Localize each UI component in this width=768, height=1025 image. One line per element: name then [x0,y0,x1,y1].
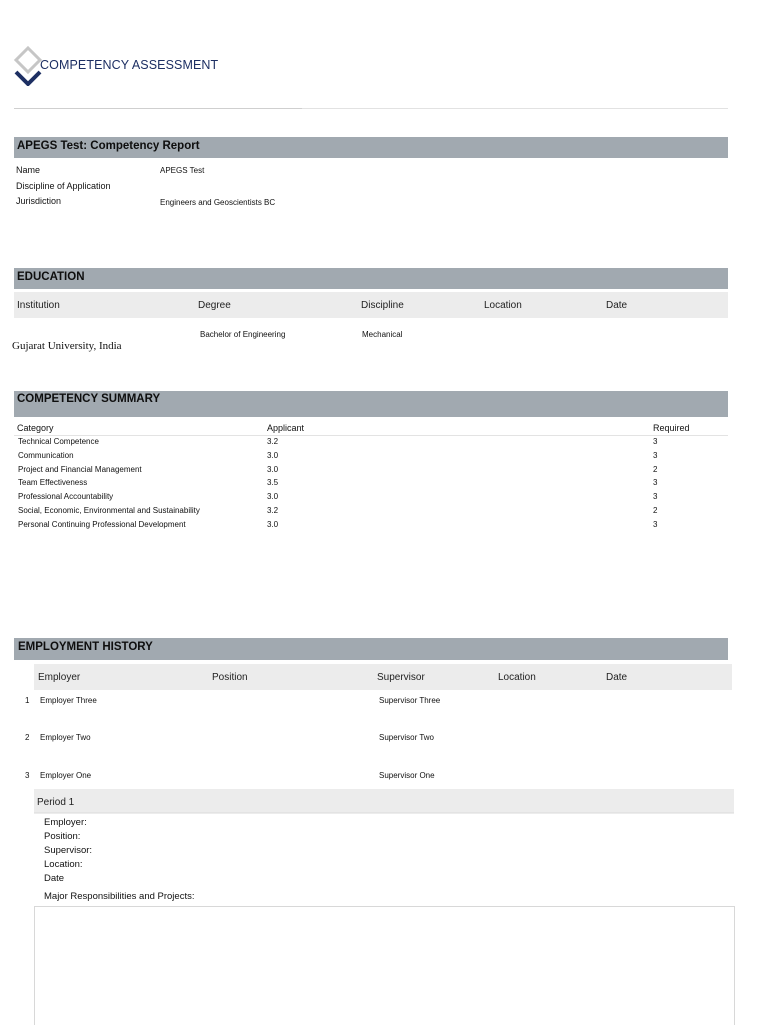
education-header-discipline: Discipline [361,300,404,311]
summary-category: Technical Competence [18,437,99,446]
education-header-date: Date [606,300,628,311]
summary-required: 3 [653,437,658,446]
employment-row-supervisor: Supervisor Three [379,696,441,705]
period-label-position: Position: [44,831,81,842]
employment-row-employer: Employer Three [40,696,97,705]
employment-header-position: Position [212,672,248,683]
responsibilities-box [34,906,735,1025]
employment-row-supervisor: Supervisor One [379,771,435,780]
summary-category: Communication [18,450,74,460]
divider [302,108,728,109]
employment-row-number: 1 [25,696,30,705]
education-discipline: Mechanical [362,330,403,339]
period-label-location: Location: [44,859,83,870]
logo-text: COMPETENCY ASSESSMENT [40,58,219,72]
period-details [44,816,92,886]
education-header-institution: Institution [17,300,60,311]
field-label-discipline: Discipline of Application [16,181,111,191]
summary-header-applicant: Applicant [267,423,305,433]
field-value-jurisdiction: Engineers and Geoscientists BC [160,198,276,207]
summary-required: 2 [653,506,658,515]
period-divider [34,812,734,813]
education-title-bar [14,268,728,289]
summary-title: COMPETENCY SUMMARY [17,393,161,405]
field-label-jurisdiction: Jurisdiction [16,196,62,206]
summary-row [14,505,728,519]
employment-row-number: 2 [25,733,30,742]
summary-category: Team Effectiveness [18,478,88,488]
field-label-name: Name [16,165,41,175]
summary-required: 3 [653,450,658,460]
summary-header-category: Category [17,423,54,433]
period-label-employer: Employer: [44,817,87,828]
summary-row [14,477,728,491]
education-degree: Bachelor of Engineering [200,330,286,339]
employment-row-number: 3 [25,771,30,780]
employment-row-employer: Employer Two [40,733,91,742]
education-institution: Gujarat University, India [12,340,122,352]
summary-required: 3 [653,478,658,488]
employment-row-supervisor: Supervisor Two [379,733,434,742]
summary-category: Social, Economic, Environmental and Sustainability [18,506,200,515]
summary-row [14,464,728,478]
employment-header-employer: Employer [38,672,81,683]
summary-title-bar [14,391,728,417]
summary-applicant: 3.0 [267,450,279,460]
summary-row [14,436,728,450]
summary-applicant: 3.0 [267,519,279,529]
period-header [34,789,734,814]
summary-required: 3 [653,492,658,502]
summary-header-row [14,421,728,435]
summary-applicant: 3.5 [267,478,279,488]
education-title: EDUCATION [17,271,85,283]
summary-category: Professional Accountability [18,492,114,502]
employment-header-location: Location [498,672,536,683]
divider [14,108,302,109]
report-title-bar [14,137,728,158]
period-title: Period 1 [37,797,75,808]
employment-row-employer: Employer One [40,771,92,780]
employment-header-supervisor: Supervisor [377,672,425,683]
report-title: APEGS Test: Competency Report [17,140,200,152]
period-label-supervisor: Supervisor: [44,845,93,856]
summary-applicant: 3.2 [267,437,279,446]
summary-category: Project and Financial Management [18,464,142,474]
summary-applicant: 3.0 [267,464,279,474]
education-header-location: Location [484,300,522,311]
summary-required: 2 [653,464,658,474]
summary-category: Personal Continuing Professional Development [18,519,186,529]
field-value-name: APEGS Test [160,166,205,175]
summary-row [14,491,728,505]
summary-required: 3 [653,519,658,529]
summary-header-required: Required [653,423,690,433]
summary-applicant: 3.0 [267,492,279,502]
summary-row [14,450,728,464]
employment-title-bar [14,638,728,660]
period-label-date: Date [44,873,65,884]
education-header-row [14,292,728,318]
employment-header-row [34,664,732,690]
summary-row [14,519,728,533]
employment-title: EMPLOYMENT HISTORY [18,641,153,653]
summary-applicant: 3.2 [267,506,279,515]
responsibilities-label: Major Responsibilities and Projects: [44,891,195,902]
education-header-degree: Degree [198,300,231,311]
employment-header-date: Date [606,672,628,683]
